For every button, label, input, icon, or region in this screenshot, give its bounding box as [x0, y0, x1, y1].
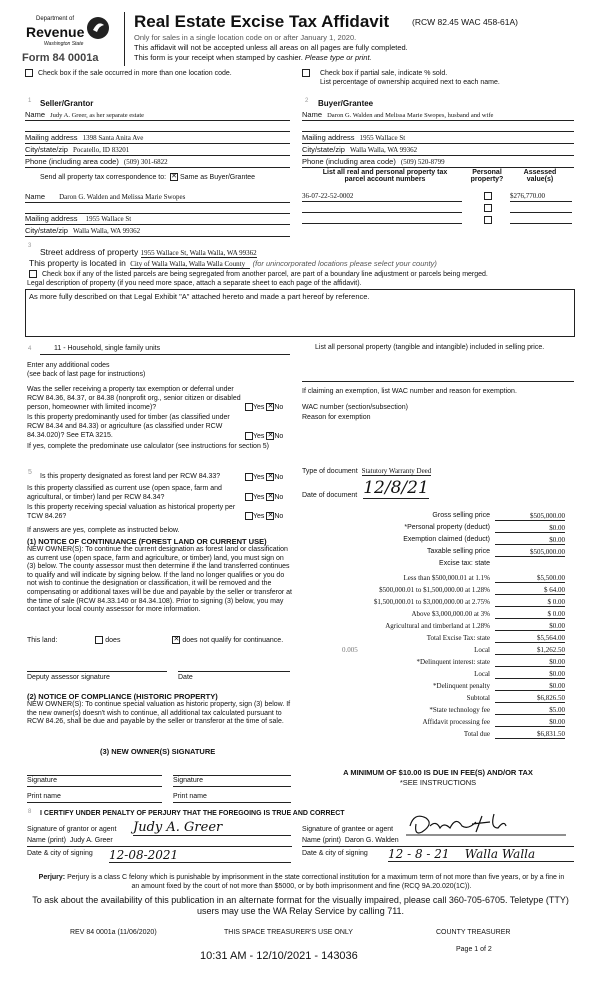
grantee-date-row	[302, 849, 582, 863]
tier2-row	[300, 586, 575, 597]
personal-property-line[interactable]	[302, 372, 574, 382]
compliance-body: NEW OWNER(S): To continue special valuation as historic property, sign (3) below. If the new owner(s) doesn't wish to continue, all additional tax calculated pursuant to RCW 84.26, shall be due and payable by the seller or transferor at the time of sale.	[27, 701, 291, 726]
revenue-wordmark: Revenue	[26, 24, 85, 40]
taxable-value[interactable]: $505,000.00	[495, 548, 565, 557]
delinq-state-label: *Delinquent interest: state	[416, 658, 490, 666]
section-3-marker: 3	[28, 243, 32, 249]
q1-yes-label: Yes	[253, 403, 265, 411]
seller-blank-line[interactable]	[25, 122, 290, 132]
grantor-sig-label: Signature of grantor or agent	[27, 826, 117, 833]
certify-heading: I CERTIFY UNDER PENALTY OF PERJURY THAT THE FOREGOING IS TRUE AND CORRECT	[40, 810, 345, 817]
grantor-signature[interactable]: Judy A. Greer	[133, 820, 291, 836]
q3-no-checkbox[interactable]: ✕	[267, 473, 274, 480]
q1-answers	[245, 403, 283, 411]
does-qualify-label: does	[105, 636, 121, 644]
minimum-due-note: A MINIMUM OF $10.00 IS DUE IN FEE(S) AND/OR TAX	[343, 768, 533, 777]
question-current-use: Is this property classified as current use (open space, farm and agricultural, or timber) land per RCW 84.34?	[27, 485, 222, 501]
alt-format-note: To ask about the availability of this publication in an alternate format for the visually impaired, please call 360-705-6705. Teletype (TTY) users may use the WA Relay Service by calling 711.	[32, 895, 569, 916]
street-address-value[interactable]: 1955 Wallace St, Walla Walla, WA 99362	[140, 249, 257, 257]
seller-mail-value: 1398 Santa Anita Ave	[82, 134, 144, 142]
seller-name-label: Name	[25, 110, 46, 119]
personal-checkbox-3[interactable]	[484, 216, 492, 224]
segregated-row	[29, 270, 488, 278]
parcel-col-heading	[305, 169, 465, 183]
personal-checkbox-2[interactable]	[484, 204, 492, 212]
q3-yes-label: Yes	[253, 473, 265, 481]
question-exemption: Was the seller receiving a property tax exemption or deferral under RCW 84.36, 84.37, or 84.38 (nonprofit org., senior citizen or disabled person, homeowner with limited income)?	[27, 386, 241, 411]
processing-fee-value[interactable]: $0.00	[495, 718, 565, 727]
grantor-print-label: Name (print)	[27, 837, 66, 844]
county-treasurer: COUNTY TREASURER	[436, 929, 511, 936]
seller-phone-value: (509) 301-6822	[123, 158, 168, 166]
personal-deduct-value[interactable]: $0.00	[495, 524, 565, 533]
recording-stamp: 10:31 AM - 12/10/2021 - 143036	[200, 950, 358, 962]
this-land-row	[27, 636, 283, 644]
parcel-number-2[interactable]	[302, 203, 462, 213]
penalty-label: *Delinquent penalty	[433, 682, 490, 690]
gross-value[interactable]: $505,000.00	[495, 512, 565, 521]
grantor-print-value: Judy A. Greer	[69, 837, 113, 844]
buyer-phone-label: Phone (including area code)	[302, 157, 396, 166]
tax-corr-name-field[interactable]	[25, 192, 290, 203]
perjury-text: Perjury is a class C felony which is punishable by imprisonment in the state correctional institution for a maximum term of not more than five years, or by a fine in an amount fixed by the court of not more than $5000, or by both imprisonment and fine (RCQ 9A.20.020(1C)).	[67, 874, 565, 890]
tax-corr-mail-label: Mailing address	[25, 214, 78, 223]
q2-yes-label: Yes	[253, 432, 265, 440]
seller-city-value: Pocatello, ID 83201	[73, 146, 130, 154]
tax-corr-line	[40, 173, 255, 181]
segregated-label: Check box if any of the listed parcels are being segregated from another parcel, are part of a boundary line adjustment or parcels being merged.	[41, 270, 488, 278]
subtotal-label: Subtotal	[466, 694, 490, 702]
q5-no-checkbox[interactable]: ✕	[267, 512, 274, 519]
q4-answers	[245, 493, 283, 501]
delinq-state-row	[300, 658, 575, 669]
buyer-mail-label: Mailing address	[302, 133, 355, 142]
does-not-qualify-label: does not qualify for continuance.	[182, 636, 284, 644]
doc-type-value[interactable]: Statutory Warranty Deed	[361, 467, 432, 475]
deputy-sig-label: Deputy assessor signature	[27, 674, 110, 681]
deputy-date-label: Date	[178, 674, 193, 681]
q2-no-checkbox[interactable]: ✕	[267, 432, 274, 439]
processing-fee-label: Affidavit processing fee	[422, 718, 490, 726]
deputy-date-line[interactable]	[178, 662, 290, 672]
grantor-sig-row	[27, 822, 292, 836]
tier4-value[interactable]: $ 0.00	[495, 610, 565, 619]
owner-sig-2[interactable]	[173, 777, 291, 787]
seller-mail-label: Mailing address	[25, 133, 78, 142]
delinq-state-value[interactable]: $0.00	[495, 658, 565, 667]
section-5-marker: 5	[28, 469, 32, 476]
compliance-heading: (2) NOTICE OF COMPLIANCE (HISTORIC PROPERTY)	[27, 692, 218, 701]
partial-sale-label: Check box if partial sale, indicate % sold.	[319, 69, 448, 77]
exemption-claimed-label: Exemption claimed (deduct)	[403, 536, 490, 543]
grantee-signature-icon[interactable]	[406, 810, 566, 836]
exemption-claimed-value[interactable]: $0.00	[495, 536, 565, 545]
local-row	[300, 646, 575, 657]
grantee-print-value: Daron G. Walden	[344, 837, 399, 844]
tax-corr-city-value: Walla Walla, WA 99362	[73, 227, 141, 235]
q5-yes-checkbox[interactable]	[245, 512, 253, 520]
buyer-phone-field[interactable]	[302, 157, 574, 168]
question-timber: Is this property predominantly used for timber (as classified under RCW 84.34 and 84.33) or agriculture (as classified under RCW 84.34.020)? See ETA 3215.	[27, 414, 230, 439]
buyer-mail-field[interactable]	[302, 133, 574, 144]
processing-fee-row	[300, 718, 575, 729]
assessed-value-1[interactable]: $276,770.00	[510, 192, 572, 202]
buyer-city-value: Walla Walla, WA 99362	[350, 146, 418, 154]
total-state-label: Total Excise Tax: state	[426, 634, 490, 642]
q4-no-checkbox[interactable]: ✕	[267, 493, 274, 500]
tax-corr-name-value: Daron G. Walden and Melissa Marie Swopes	[59, 193, 186, 201]
partial-sale-pct: List percentage of ownership acquired next to each name.	[320, 79, 500, 86]
parcel-heading-2: parcel account numbers	[344, 176, 426, 183]
seller-city-field[interactable]	[25, 145, 290, 156]
multi-location-checkbox[interactable]	[25, 69, 33, 77]
exemption-row	[300, 536, 575, 547]
parcel-number-1[interactable]: 36-07-22-52-0002	[302, 192, 462, 202]
total-state-value[interactable]: $5,564.00	[495, 634, 565, 643]
form-subtitle-1: Only for sales in a single location code on or after January 1, 2020.	[134, 33, 357, 42]
delinq-local-value[interactable]: $0.00	[495, 670, 565, 679]
type-or-print: Please type or print.	[304, 53, 372, 62]
this-land-label: This land:	[27, 636, 58, 644]
q1-yes-checkbox[interactable]	[245, 403, 253, 411]
same-as-buyer-checkbox[interactable]: ✕	[171, 173, 177, 180]
subtotal-value[interactable]: $6,826.50	[495, 694, 565, 703]
street-address-label: Street address of property	[40, 247, 139, 257]
delinq-local-label: Local	[474, 670, 490, 678]
tech-fee-row	[300, 706, 575, 717]
multi-location-check	[25, 69, 232, 77]
located-value[interactable]: City of Walla Walla, Walla Walla County	[130, 260, 250, 269]
located-row	[29, 258, 437, 269]
land-use-code-value: 11 - Household, single family units	[54, 345, 161, 352]
grantor-date-row	[27, 849, 292, 863]
q4-yes-label: Yes	[253, 493, 265, 501]
q3-yes-checkbox[interactable]	[245, 473, 253, 481]
form-rcw: (RCW 82.45 WAC 458-61A)	[412, 17, 518, 27]
grantee-print-row[interactable]	[302, 837, 574, 847]
treasurer-use: THIS SPACE TREASURER'S USE ONLY	[224, 929, 353, 936]
tax-corr-label: Send all property tax correspondence to:	[40, 173, 167, 181]
taxable-label: Taxable selling price	[426, 548, 490, 555]
q1-no-checkbox[interactable]: ✕	[267, 403, 274, 410]
q4-no-label: No	[274, 493, 284, 501]
owner-print-1-label: Print name	[27, 793, 61, 800]
does-not-qualify-checkbox[interactable]: ✕	[173, 636, 180, 643]
tier4-label: Above $3,000,000.00 at 3%	[411, 610, 490, 618]
exemption-label: If claiming an exemption, list WAC number and reason for exemption.	[302, 388, 517, 395]
continuance-heading: (1) NOTICE OF CONTINUANCE (FOREST LAND OR CURRENT USE)	[27, 537, 267, 546]
buyer-name-label: Name	[302, 110, 323, 119]
tax-corr-name-label: Name	[25, 192, 46, 201]
tax-corr-mail-value: 1955 Wallace St	[85, 215, 132, 223]
form-subtitle-2: This affidavit will not be accepted unless all areas on all pages are fully completed.	[134, 43, 408, 52]
partial-sale-checkbox[interactable]	[302, 69, 310, 77]
buyer-blank-line[interactable]	[302, 122, 574, 132]
ag-value[interactable]: $0.00	[495, 622, 565, 631]
owner-sig-1[interactable]	[27, 777, 162, 787]
answers-yes-note: If answers are yes, complete as instructed below.	[27, 527, 180, 534]
form-subtitle-3	[134, 53, 372, 62]
perjury-note	[34, 873, 569, 891]
land-use-code[interactable]	[40, 345, 290, 355]
section-8-marker: 8	[28, 809, 32, 815]
gross-label: Gross selling price	[432, 512, 490, 519]
excise-state-label: Excise tax: state	[439, 560, 490, 567]
section-2-marker: 2	[305, 98, 309, 104]
form-title: Real Estate Excise Tax Affidavit	[134, 12, 390, 31]
delinq-local-row	[300, 670, 575, 681]
tier4-row	[300, 610, 575, 621]
buyer-name-value: Daron G. Walden and Melissa Marie Swopes, husband and wife	[327, 112, 494, 119]
tier1-label: Less than $500,000.01 at 1.1%	[403, 574, 490, 582]
parcel-number-3[interactable]	[302, 214, 462, 224]
q5-yes-label: Yes	[253, 512, 265, 520]
page-number: Page 1 of 2	[456, 946, 492, 953]
additional-codes-note: (see back of last page for instructions)	[27, 371, 146, 378]
total-due-row	[300, 730, 575, 741]
owner-sig-line-1[interactable]	[27, 768, 162, 776]
grantee-sig-row	[302, 822, 574, 836]
legal-description-label: Legal description of property (if you need more space, attach a separate sheet to each page of the affidavit).	[27, 280, 362, 287]
question-forest: Is this property designated as forest land per RCW 84.33?	[40, 473, 221, 480]
doc-type-row	[302, 467, 431, 475]
seller-city-label: City/state/zip	[25, 145, 68, 154]
tier2-value[interactable]: $ 64.00	[495, 586, 565, 595]
assessed-value-2[interactable]	[510, 203, 572, 213]
owner-print-1[interactable]	[27, 793, 162, 803]
ag-row	[300, 622, 575, 633]
local-value[interactable]: $1,262.50	[495, 646, 565, 655]
ag-label: Agricultural and timberland at 1.28%	[385, 622, 490, 630]
buyer-mail-value: 1955 Wallace St	[359, 134, 406, 142]
assessed-col-heading: Assessed value(s)	[523, 169, 557, 183]
grantee-date-label: Date & city of signing	[302, 850, 368, 857]
buyer-heading: Buyer/Grantee	[318, 99, 374, 108]
penalty-row	[300, 682, 575, 693]
personal-col-heading: Personal property?	[470, 169, 504, 183]
doc-date-label: Date of document	[302, 492, 358, 499]
header-divider	[124, 12, 125, 66]
gross-price-row	[300, 512, 575, 523]
owner-sig-1-label: Signature	[27, 777, 57, 784]
q1-no-label: No	[274, 403, 284, 411]
tier1-row	[300, 574, 575, 585]
perjury-bold: Perjury:	[38, 874, 66, 881]
seller-phone-field[interactable]	[25, 157, 290, 168]
question-historic: Is this property receiving special valuation as historical property per TCW 84.26?	[27, 504, 236, 520]
tax-corr-mail-field[interactable]	[25, 214, 290, 225]
predominate-use-note: If yes, complete the predominate use calculator (see instructions for section 5)	[27, 443, 270, 450]
multi-location-label: Check box if the sale occurred in more than one location code.	[37, 69, 232, 77]
seller-mail-field[interactable]	[25, 133, 290, 144]
dept-line: Department of	[36, 16, 75, 22]
reason-label: Reason for exemption	[302, 414, 371, 421]
total-state-row	[300, 634, 575, 645]
street-address-row	[40, 247, 257, 257]
state-line: Washington State	[44, 41, 84, 47]
tier3-label: $1,500,000.01 to $3,000,000.00 at 2.75%	[373, 598, 490, 606]
personal-deduct-label: *Personal property (deduct)	[404, 524, 490, 531]
tier2-label: $500,000.01 to $1,500,000.00 at 1.28%	[379, 586, 490, 594]
section-4-marker: 4	[28, 346, 32, 352]
grantor-print-row[interactable]	[27, 837, 292, 847]
owner-signature-heading: (3) NEW OWNER(S) SIGNATURE	[100, 747, 216, 756]
receipt-note: This form is your receipt when stamped by cashier.	[134, 53, 303, 62]
q4-yes-checkbox[interactable]	[245, 493, 253, 501]
doc-date-value[interactable]: 12/8/21	[363, 478, 429, 498]
located-label: This property is located in	[29, 258, 126, 268]
q2-answers	[245, 432, 283, 440]
partial-sale-check	[302, 69, 447, 77]
excise-state-row	[300, 560, 575, 571]
additional-codes-label: Enter any additional codes	[27, 362, 110, 369]
subtotal-row	[300, 694, 575, 705]
q3-answers	[245, 473, 283, 481]
grantee-sig-label: Signature of grantee or agent	[302, 826, 394, 833]
seller-name-field[interactable]	[25, 110, 290, 121]
q2-yes-checkbox[interactable]	[245, 432, 253, 440]
tech-fee-value[interactable]: $5.00	[495, 706, 565, 715]
grantee-print-label: Name (print)	[302, 837, 341, 844]
buyer-name-field[interactable]	[302, 110, 574, 121]
form-number: Form 84 0001a	[22, 52, 99, 64]
grantor-date-label: Date & city of signing	[27, 850, 93, 857]
owner-print-2[interactable]	[173, 793, 291, 803]
does-qualify-checkbox[interactable]	[95, 636, 103, 644]
assessed-value-3[interactable]	[510, 214, 572, 224]
total-due-label: Total due	[463, 730, 490, 738]
section-1-marker: 1	[28, 98, 32, 104]
rev-number: REV 84 0001a (11/06/2020)	[70, 929, 157, 936]
q5-no-label: No	[274, 512, 284, 520]
legal-description-value: As more fully described on that Legal Exhibit "A" attached hereto and made a part hereof by reference.	[29, 292, 370, 301]
see-instructions: *SEE INSTRUCTIONS	[399, 778, 477, 787]
grantor-date-value[interactable]: 12-08-2021	[109, 848, 291, 863]
owner-sig-2-label: Signature	[173, 777, 203, 784]
q2-no-label: No	[274, 432, 284, 440]
tax-corr-city-label: City/state/zip	[25, 226, 68, 235]
parcel-heading-1: List all real and personal property tax	[322, 169, 448, 176]
continuance-body: NEW OWNER(S): To continue the current designation as forest land or classification as current use (open space, farm and agriculture, or timber) land, you must sign on (3) below. The county assessor must then determine if the land transferred continues to qualify and will indicate by signing below. If the land no longer qualifies or you do not wish to continue the designation or classification, it will be removed and the compensating or additional taxes will be due and payable by the seller or transferor at the time of sale (RCW 84.33.140 or 84.34.108). Prior to signing (3) below, you may contact your local county assessor for more information.	[27, 546, 292, 614]
buyer-city-label: City/state/zip	[302, 145, 345, 154]
tier3-row	[300, 598, 575, 609]
doc-date-row	[302, 478, 429, 498]
deputy-sig-line[interactable]	[27, 662, 167, 672]
seller-phone-label: Phone (including area code)	[25, 157, 119, 166]
personal-checkbox-1[interactable]	[484, 192, 492, 200]
total-due-value[interactable]: $6,831.50	[495, 730, 565, 739]
doc-type-label: Type of document	[302, 468, 358, 475]
q5-answers	[245, 512, 283, 520]
taxable-row	[300, 548, 575, 559]
same-as-buyer-label: Same as Buyer/Grantee	[179, 173, 256, 181]
legal-description-box[interactable]	[25, 289, 575, 337]
local-rate: 0.005	[342, 646, 358, 654]
segregated-checkbox[interactable]	[29, 270, 37, 278]
wac-label: WAC number (section/subsection)	[302, 404, 408, 411]
owner-print-2-label: Print name	[173, 793, 207, 800]
personal-deduct-row	[300, 524, 575, 535]
tax-corr-blank-line[interactable]	[25, 204, 290, 214]
q3-no-label: No	[274, 473, 284, 481]
wa-logo-icon	[86, 16, 110, 40]
buyer-phone-value: (509) 520-8799	[400, 158, 445, 166]
tech-fee-label: *State technology fee	[429, 706, 490, 714]
local-label: Local	[474, 646, 490, 654]
seller-heading: Seller/Grantor	[40, 99, 94, 108]
tier3-value[interactable]: $ 0.00	[495, 598, 565, 607]
personal-property-label: List all personal property (tangible and intangible) included in selling price.	[315, 344, 545, 351]
penalty-value[interactable]: $0.00	[495, 682, 565, 691]
located-hint: (for unincorporated locations please select your county)	[252, 259, 437, 268]
buyer-city-field[interactable]	[302, 145, 574, 156]
grantee-date-value[interactable]: 12 - 8 - 21 Walla Walla	[388, 847, 574, 862]
tier1-value[interactable]: $5,500.00	[495, 574, 565, 583]
seller-name-value: Judy A. Greer, as her separate estate	[50, 112, 145, 119]
owner-sig-line-2[interactable]	[173, 768, 291, 776]
tax-corr-city-field[interactable]	[25, 226, 290, 237]
